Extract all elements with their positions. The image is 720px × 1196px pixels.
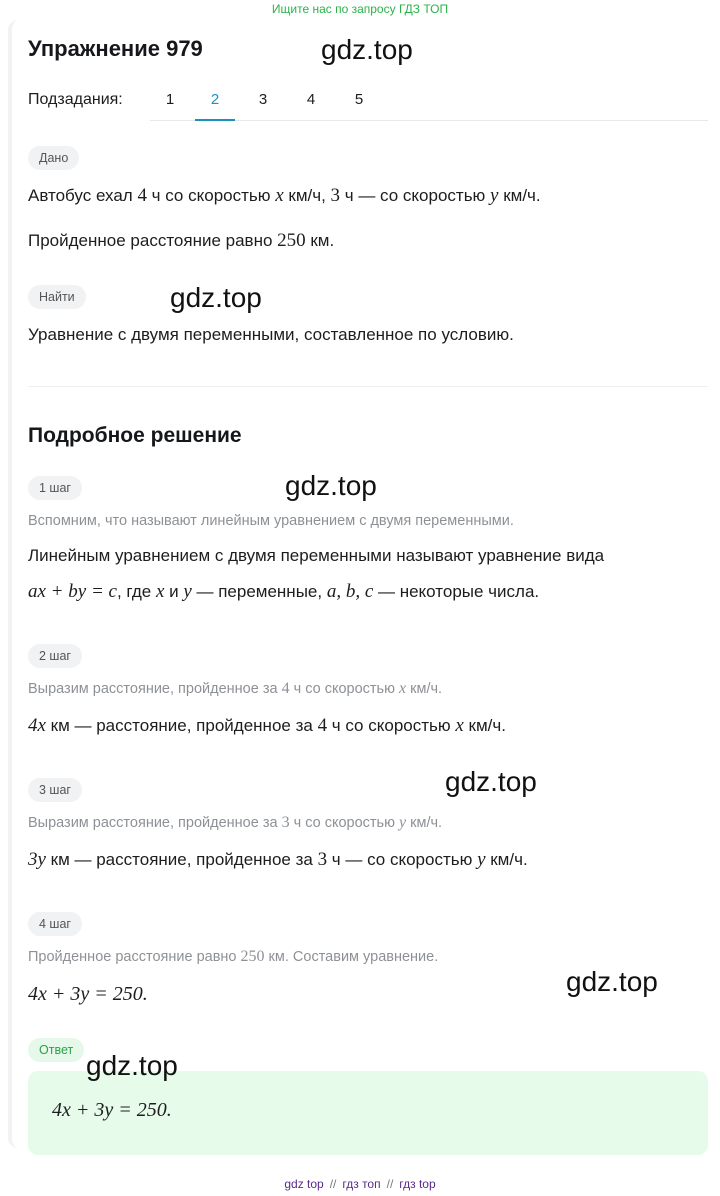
- tab-subtask-1[interactable]: 1: [165, 91, 175, 108]
- step-4-chip: 4 шаг: [28, 912, 82, 936]
- find-text: Уравнение с двумя переменными, составленное по условию.: [28, 325, 514, 344]
- text-segment: Автобус ехал: [28, 186, 138, 205]
- text-segment: км/ч.: [406, 681, 443, 697]
- math-constants: a, b, c: [326, 581, 374, 602]
- text-segment: км/ч.: [485, 850, 528, 869]
- promo-banner[interactable]: Ищите нас по запросу ГДЗ ТОП: [271, 2, 449, 16]
- step-3-hint: [28, 814, 442, 832]
- footer-link-1[interactable]: gdz top: [284, 1177, 324, 1191]
- given-line-2: [28, 230, 334, 252]
- text-segment: — некоторые числа.: [373, 582, 540, 601]
- tab-subtask-2[interactable]: 2: [195, 80, 235, 121]
- answer-equation: [52, 1099, 172, 1122]
- watermark: gdz.top: [566, 966, 658, 997]
- math-variable: y: [490, 185, 499, 206]
- math-variable: x: [155, 581, 165, 602]
- text-segment: км/ч,: [283, 186, 331, 205]
- text-segment: — переменные,: [191, 582, 327, 601]
- footer: [0, 1177, 720, 1191]
- watermark: gdz.top: [285, 470, 377, 501]
- solution-heading: Подробное решение: [28, 424, 242, 447]
- subtask-tabs: [150, 80, 708, 121]
- footer-separator: //: [329, 1177, 337, 1191]
- step-3-line: [28, 849, 528, 871]
- math-number: 250: [277, 230, 306, 251]
- math-equation: 4x + 3y = 250.: [28, 983, 148, 1005]
- text-segment: ч — со скоростью: [340, 186, 491, 205]
- page-title: Упражнение 979: [28, 36, 203, 61]
- watermark: gdz.top: [86, 1050, 178, 1081]
- math-variable: y: [477, 849, 486, 870]
- watermark: gdz.top: [445, 766, 537, 797]
- footer-link-2[interactable]: гдз топ: [342, 1177, 381, 1191]
- math-expression: 4x: [28, 715, 46, 736]
- text-segment: Выразим расстояние, пройденное за: [28, 681, 282, 697]
- text-segment: ч со скоростью: [289, 681, 399, 697]
- text-segment: км — расстояние, пройденное за: [45, 850, 318, 869]
- tab-subtask-3[interactable]: 3: [258, 91, 268, 108]
- text-segment: и: [164, 582, 184, 601]
- step-1-hint: Вспомним, что называют линейным уравнением с двумя переменными.: [28, 513, 514, 529]
- math-number: 4: [281, 680, 290, 697]
- step-2-line: [28, 715, 506, 737]
- step-1-line-2: [28, 581, 539, 603]
- text-segment: км — расстояние, пройденное за: [45, 716, 318, 735]
- math-variable: x: [455, 715, 464, 736]
- math-expression: 3y: [28, 849, 46, 870]
- watermark: gdz.top: [170, 282, 262, 313]
- text-segment: км.: [305, 231, 335, 250]
- text-segment: ч со скоростью: [289, 815, 399, 831]
- find-chip: Найти: [28, 285, 86, 309]
- given-chip: Дано: [28, 146, 79, 170]
- math-number: 4: [137, 185, 147, 206]
- footer-separator: //: [386, 1177, 394, 1191]
- text-segment: Выразим расстояние, пройденное за: [28, 815, 282, 831]
- math-number: 250: [240, 948, 265, 965]
- math-number: 3: [281, 814, 290, 831]
- math-number: 3: [330, 185, 341, 206]
- text-segment: км/ч.: [406, 815, 443, 831]
- text-segment: ч — со скоростью: [327, 850, 478, 869]
- text-segment: Пройденное расстояние равно: [28, 231, 278, 250]
- step-1-line-1: Линейным уравнением с двумя переменными называют уравнение вида: [28, 546, 605, 565]
- text-segment: км. Составим уравнение.: [264, 949, 439, 965]
- watermark: gdz.top: [321, 34, 413, 65]
- math-number: 4: [317, 715, 328, 736]
- text-segment: , где: [116, 582, 156, 601]
- math-variable: x: [399, 680, 407, 697]
- step-2-chip: 2 шаг: [28, 644, 82, 668]
- math-formula: ax + by = c: [28, 581, 117, 602]
- step-1-chip: 1 шаг: [28, 476, 82, 500]
- text-segment: км/ч.: [498, 186, 541, 205]
- math-equation: 4x + 3y = 250.: [52, 1099, 172, 1121]
- text-segment: ч со скоростью: [327, 716, 456, 735]
- text-segment: Пройденное расстояние равно: [28, 949, 241, 965]
- math-variable: y: [183, 581, 192, 602]
- subtasks-label: Подзадания:: [28, 91, 123, 108]
- answer-box: [28, 1071, 708, 1155]
- tab-subtask-5[interactable]: 5: [354, 91, 364, 108]
- text-segment: км/ч.: [463, 716, 506, 735]
- step-3-chip: 3 шаг: [28, 778, 82, 802]
- math-variable: y: [399, 814, 407, 831]
- given-line-1: [28, 185, 541, 207]
- step-4-line: [28, 983, 148, 1006]
- text-segment: ч со скоростью: [146, 186, 276, 205]
- math-number: 3: [317, 849, 328, 870]
- footer-link-3[interactable]: гдз top: [399, 1177, 436, 1191]
- answer-chip: Ответ: [28, 1038, 84, 1062]
- math-variable: x: [275, 185, 284, 206]
- section-divider: [28, 386, 708, 387]
- step-4-hint: [28, 948, 438, 966]
- tab-subtask-4[interactable]: 4: [306, 91, 316, 108]
- step-2-hint: [28, 680, 442, 698]
